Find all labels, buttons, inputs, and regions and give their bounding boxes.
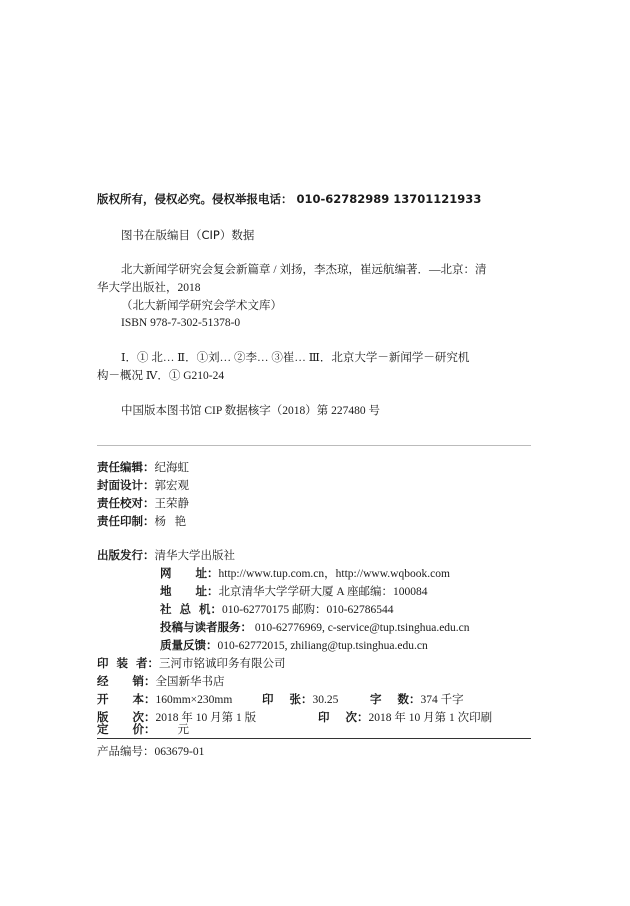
product-code: 产品编号：063679-01 xyxy=(97,746,205,758)
print-run-value: 2018 年 10 月第 1 次印刷 xyxy=(368,712,493,724)
sheets-field xyxy=(262,692,338,707)
printer-label: 印 装 者： xyxy=(97,656,160,670)
distributor xyxy=(97,674,225,689)
cip-subjects-continued: 构－概况 Ⅳ．① G210-24 xyxy=(97,370,225,382)
publisher-name: 清华大学出版社 xyxy=(154,550,235,562)
staff-cover-design-value: 郭宏观 xyxy=(154,480,189,492)
cip-main-entry-continued: 华大学出版社，2018 xyxy=(97,282,201,294)
publisher-phone xyxy=(160,602,394,617)
publisher-address xyxy=(160,584,427,599)
cip-number: 中国版本图书馆 CIP 数据核字（2018）第 227480 号 xyxy=(121,405,380,417)
staff-cover-design-label: 封面设计： xyxy=(97,478,155,492)
sheets-label: 印 张： xyxy=(262,692,313,706)
cip-title: 图书在版编目（CIP）数据 xyxy=(121,228,255,242)
format-row xyxy=(97,692,232,707)
staff-cover-design xyxy=(97,478,189,493)
staff-editor-label: 责任编辑： xyxy=(97,460,155,474)
staff-proofreader xyxy=(97,496,189,511)
publisher-label: 出版发行： xyxy=(97,548,155,562)
price-label: 定 价： xyxy=(97,722,156,736)
cip-subjects: Ⅰ．① 北… Ⅱ．①刘… ②李… ③崔… Ⅲ．北京大学－新闻学－研究机 xyxy=(121,352,470,364)
staff-proofreader-value: 王荣静 xyxy=(154,498,189,510)
staff-printing-label: 责任印制： xyxy=(97,514,155,528)
publisher-reader-service-label: 投稿与读者服务： xyxy=(160,620,252,634)
publisher-website-value: http://www.tup.com.cn，http://www.wqbook.com xyxy=(218,568,450,580)
publisher-reader-service-value: 010-62776969, c-service@tup.tsinghua.edu.cn xyxy=(252,622,470,634)
printer xyxy=(97,656,286,671)
staff-proofreader-label: 责任校对： xyxy=(97,496,155,510)
publisher-address-label: 地 址： xyxy=(160,584,219,598)
words-field xyxy=(370,692,464,707)
publisher-website xyxy=(160,566,450,581)
publisher-phone-value: 010-62770175 邮购：010-62786544 xyxy=(222,604,394,616)
publisher-website-label: 网 址： xyxy=(160,566,219,580)
publisher-quality-feedback-value: 010-62772015, zhiliang@tup.tsinghua.edu.cn xyxy=(217,640,428,652)
distributor-label: 经 销： xyxy=(97,674,156,688)
price-value: 元 xyxy=(177,724,190,736)
format-label: 开 本： xyxy=(97,692,156,706)
staff-editor xyxy=(97,460,189,475)
print-run-label: 印 次： xyxy=(318,710,369,724)
publisher-reader-service xyxy=(160,620,470,635)
copyright-notice: 版权所有，侵权必究。侵权举报电话： 010-62782989 13701121933 xyxy=(97,192,482,206)
words-value: 374 千字 xyxy=(420,694,464,706)
cip-main-entry: 北大新闻学研究会复会新篇章 / 刘扬，李杰琼，崔远航编著．—北京：清 xyxy=(121,264,487,276)
staff-printing-value: 杨 艳 xyxy=(154,516,187,528)
publisher-address-value: 北京清华大学学研大厦 A 座邮编：100084 xyxy=(218,586,428,598)
print-run-field xyxy=(318,710,492,725)
printer-value: 三河市铭诚印务有限公司 xyxy=(159,658,286,670)
staff-editor-value: 纪海虹 xyxy=(154,462,189,474)
publisher-quality-feedback-label: 质量反馈： xyxy=(160,638,218,652)
publisher-phone-label: 社 总 机： xyxy=(160,602,223,616)
publisher xyxy=(97,548,235,563)
words-label: 字 数： xyxy=(370,692,421,706)
format-value: 160mm×230mm xyxy=(155,694,233,706)
price-row xyxy=(97,722,189,737)
edition-label: 版 次： xyxy=(97,710,156,724)
edition-value: 2018 年 10 月第 1 版 xyxy=(155,712,257,724)
staff-printing xyxy=(97,514,186,529)
cip-series: （北大新闻学研究会学术文库） xyxy=(121,300,282,312)
sheets-value: 30.25 xyxy=(312,694,339,706)
publisher-quality-feedback xyxy=(160,638,428,653)
divider-bottom xyxy=(97,738,531,739)
distributor-value: 全国新华书店 xyxy=(155,676,225,688)
divider-top xyxy=(97,445,531,446)
cip-isbn: ISBN 978-7-302-51378-0 xyxy=(121,317,241,329)
